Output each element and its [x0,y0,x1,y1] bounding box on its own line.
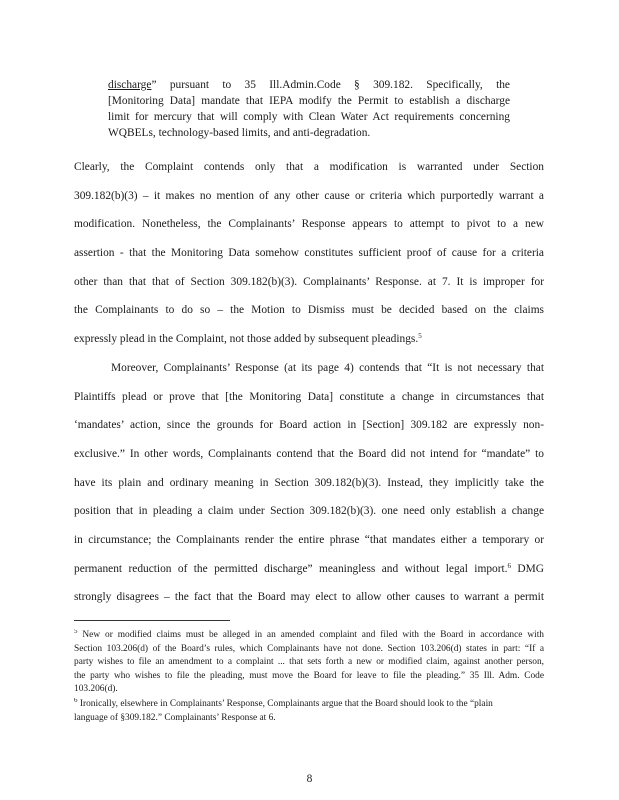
footnote-line: $^5$ New or modified claims must be alleged in an amended complaint and filed with the Board in accordance with [74,629,544,640]
footnote-5-ref: 5 [418,332,422,341]
paragraph-2-line: permanent reduction of the permitted discharge” meaningless and without legal import.$^6$ DMG [74,561,544,575]
paragraph-2-line: have its plain and ordinary meaning in Section 309.182(b)(3). Instead, they implicitly take the [74,476,544,489]
footnote-6 [74,698,544,725]
paragraph-2-line: Plaintiffs plead or prove that [the Monitoring Data] constitute a change in circumstances that [74,390,544,403]
footnote-5-number: 5 [74,629,78,635]
footnote-6-number: 6 [74,698,78,704]
footnote-line: language of §309.182.” Complainants’ Response at 6. [74,712,276,723]
underlined-word: discharge [108,79,152,91]
footnote-5 [74,629,544,697]
footnote-line: Section 103.206(d) of the Board’s rules, which Complainants have not done. Section 103.206(d) states in part: “If a [74,643,544,654]
paragraph-1-line: expressly plead in the Complaint, not those added by subsequent pleadings.$^5$ [74,332,422,346]
paragraph-1-line: modification. Nonetheless, the Complainants’ Response appears to attempt to pivot to a new [74,218,544,231]
footnote-line: 103.206(d). [74,684,118,694]
footnote-line: party wishes to file an amendment to a complaint ... that sets forth a new or modified claim, against another person, [74,657,544,667]
block-quote [108,77,510,141]
footnote-line: the party who wishes to file the pleading, must move the Board for leave to file the pleading.” 35 Ill. Adm. Code [74,670,544,681]
block-quote-line: WQBELs, technology-based limits, and anti-degradation. [108,127,371,139]
paragraph-2-line: strongly disagrees – the fact that the Board may elect to allow other causes to warrant a permit [74,591,544,604]
paragraph-2-line: in circumstance; the Complainants render the entire phrase “that mandates either a temporary or [74,533,544,546]
body-text [74,153,544,612]
paragraph-1-line: the Complainants to do so – the Motion to Dismiss must be decided based on the claims [74,304,544,317]
footnote-divider [74,620,230,621]
paragraph-2-line: exclusive.” In other words, Complainants contend that the Board did not intend for “mandate” to [74,447,544,460]
paragraph-1-line: other than that that of Section 309.182(b)(3). Complainants’ Response. at 7. It is improper for [74,275,544,288]
paragraph-2-line: ‘mandates’ action, since the grounds for Board action in [Section] 309.182 are expressly non- [74,419,544,432]
block-quote-line: limit for mercury that will comply with Clean Water Act requirements concerning [108,111,510,123]
block-quote-line: [Monitoring Data] mandate that IEPA modify the Permit to establish a discharge [108,95,510,107]
block-quote-line: discharge” pursuant to 35 Ill.Admin.Code § 309.182. Specifically, the [108,79,510,91]
paragraph-1-line: Clearly, the Complaint contends only that a modification is warranted under Section [74,161,544,173]
paragraph-2-line: position that in pleading a claim under Section 309.182(b)(3). one need only establish a change [74,505,544,518]
footnote-line: $^6$ Ironically, elsewhere in Complainants’ Response, Complainants argue that the Board should look to the “plain [74,698,493,709]
page-number: 8 [306,773,313,785]
paragraph-1-line: 309.182(b)(3) – it makes no mention of any other cause or criteria which purportedly warrant a [74,189,544,202]
footnote-6-ref: 6 [507,561,512,570]
paragraph-1-line: assertion - that the Monitoring Data somehow constitutes sufficient proof of cause for a criteria [74,247,544,260]
paragraph-2-line: Moreover, Complainants’ Response (at its page 4) contends that “It is not necessary that [111,361,544,374]
